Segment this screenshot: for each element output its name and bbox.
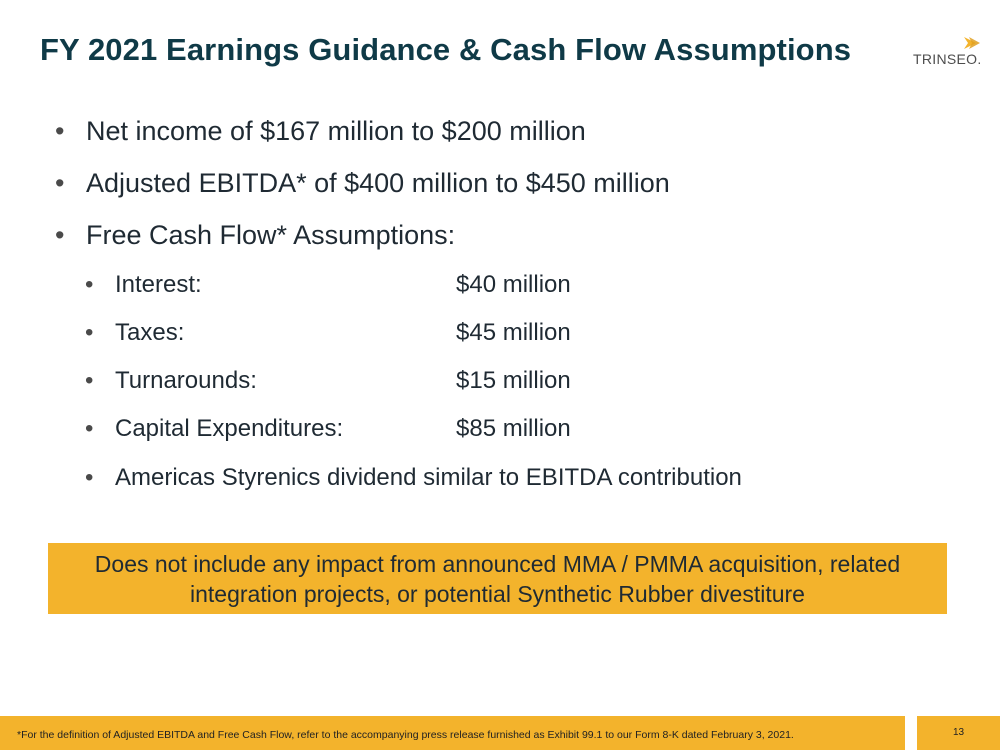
- sub-bullet-amount: $15 million: [456, 367, 571, 394]
- bullet-text: Free Cash Flow* Assumptions:: [86, 220, 456, 250]
- footer-bar: [0, 716, 905, 750]
- page-number: 13: [953, 727, 965, 738]
- sub-bullet-label: Capital Expenditures:: [115, 415, 344, 442]
- sub-bullet-label: Americas Styrenics dividend similar to EBITDA contribution: [115, 464, 742, 491]
- bullet-marker: •: [55, 116, 65, 146]
- callout-line: Does not include any impact from announced MMA / PMMA acquisition, related: [94, 550, 901, 577]
- bullet-marker: •: [55, 168, 65, 198]
- page-number-box: [917, 716, 1000, 750]
- sub-bullet-label: Taxes:: [115, 319, 185, 346]
- bullet-marker: •: [85, 415, 94, 442]
- sub-bullet-amount: $85 million: [456, 415, 571, 442]
- sub-bullet-label: Turnarounds:: [115, 367, 257, 394]
- footnote: *For the definition of Adjusted EBITDA and Free Cash Flow, refer to the accompanying press release furnished as Exhibit 99.1 to our Form 8-K dated February 3, 2021.: [17, 729, 794, 741]
- callout-text: [95, 549, 900, 609]
- sub-bullet-amount: $40 million: [456, 271, 571, 298]
- disclaimer-callout: [48, 543, 947, 614]
- bullet-marker: •: [85, 319, 94, 346]
- bullet-text: Net income of $167 million to $200 million: [86, 116, 586, 146]
- bullet-text: Adjusted EBITDA* of $400 million to $450 million: [86, 168, 670, 198]
- slide-title: FY 2021 Earnings Guidance & Cash Flow Assumptions: [40, 32, 852, 67]
- bullet-marker: •: [85, 367, 94, 394]
- bullet-marker: •: [55, 220, 65, 250]
- logo-text: TRINSEO.: [913, 51, 982, 67]
- bullet-marker: •: [85, 464, 94, 491]
- callout-line: integration projects, or potential Synthetic Rubber divestiture: [190, 580, 805, 607]
- bullet-marker: •: [85, 271, 94, 298]
- sub-bullet-label: Interest:: [115, 271, 202, 298]
- sub-bullet-amount: $45 million: [456, 319, 571, 346]
